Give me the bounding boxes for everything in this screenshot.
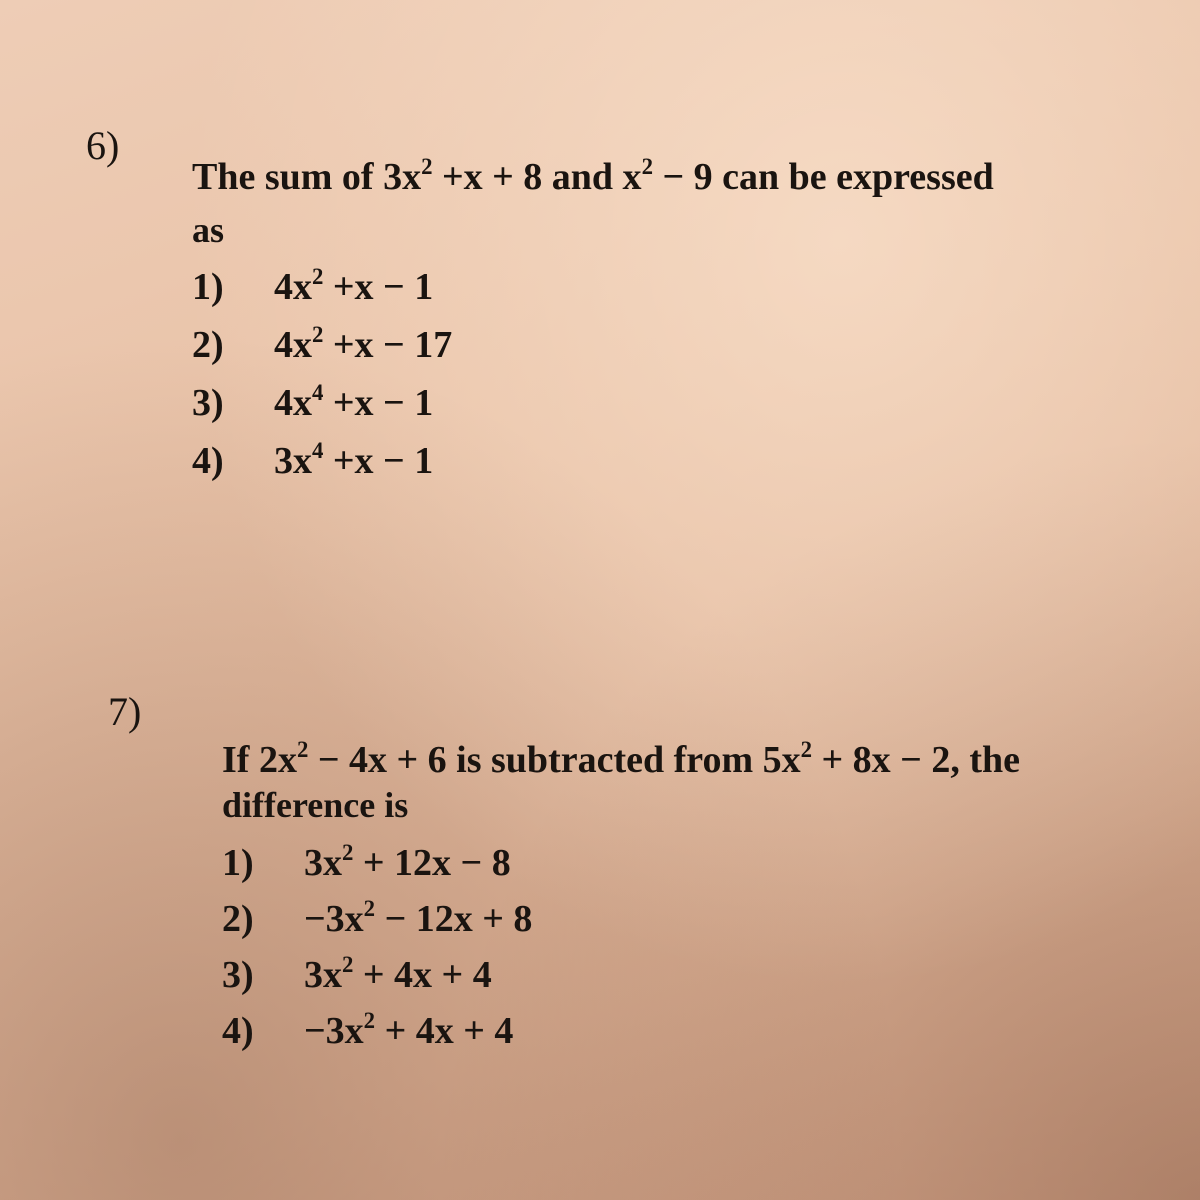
choice-exponent: 2 bbox=[342, 840, 354, 866]
choice-term: 3x bbox=[304, 954, 342, 996]
choice-exponent: 4 bbox=[312, 380, 324, 406]
question-6-choice-4[interactable] bbox=[192, 438, 434, 482]
choice-label: 2) bbox=[192, 324, 224, 366]
choice-label: 4) bbox=[222, 1010, 254, 1052]
question-7-stem-exponent: 2 bbox=[800, 737, 813, 763]
question-6-number: 6) bbox=[86, 123, 120, 168]
question-7-number: 7) bbox=[108, 689, 142, 734]
choice-exponent: 4 bbox=[312, 438, 324, 464]
choice-rest: − 12x + 8 bbox=[375, 898, 533, 940]
question-7-stem-part: − 4x + 6 is subtracted from 5x bbox=[308, 739, 801, 781]
choice-term: 3x bbox=[274, 440, 312, 482]
question-7-choice-2[interactable] bbox=[222, 896, 533, 940]
question-6-stem bbox=[192, 155, 994, 199]
choice-term: −3x bbox=[304, 1010, 364, 1052]
question-6-choice-2[interactable] bbox=[192, 322, 453, 366]
choice-term: 3x bbox=[304, 842, 342, 884]
choice-label: 3) bbox=[192, 382, 224, 424]
question-6-stem-continuation: as bbox=[192, 210, 225, 250]
choice-exponent: 2 bbox=[363, 1008, 376, 1034]
choice-rest: + 12x − 8 bbox=[353, 842, 511, 884]
question-6-stem-exponent: 2 bbox=[641, 154, 653, 180]
choice-rest: + 4x + 4 bbox=[375, 1010, 514, 1052]
question-7-stem-part: + 8x − 2, the bbox=[812, 739, 1020, 781]
question-6-stem-part: − 9 can be expressed bbox=[652, 156, 994, 198]
question-6-stem-part: The sum of 3x bbox=[192, 156, 422, 198]
choice-rest: + 4x + 4 bbox=[353, 954, 492, 996]
choice-exponent: 2 bbox=[312, 322, 324, 348]
choice-label: 3) bbox=[222, 954, 254, 996]
question-6-stem-exponent: 2 bbox=[421, 154, 433, 180]
choice-exponent: 2 bbox=[342, 952, 354, 978]
question-7-stem-part: If 2x bbox=[222, 739, 297, 781]
choice-rest: +x − 1 bbox=[323, 382, 434, 424]
choice-exponent: 2 bbox=[312, 264, 324, 290]
choice-label: 2) bbox=[222, 898, 254, 940]
choice-term: 4x bbox=[274, 266, 312, 308]
choice-label: 1) bbox=[222, 842, 254, 884]
question-7-stem-exponent: 2 bbox=[296, 737, 309, 763]
choice-term: 4x bbox=[274, 324, 312, 366]
choice-exponent: 2 bbox=[363, 896, 376, 922]
choice-label: 1) bbox=[192, 266, 224, 308]
question-7-stem-continuation: difference is bbox=[222, 785, 409, 825]
question-6-choice-3[interactable] bbox=[192, 380, 434, 424]
question-7-choice-4[interactable] bbox=[222, 1008, 514, 1052]
choice-rest: +x − 17 bbox=[323, 324, 453, 366]
choice-label: 4) bbox=[192, 440, 224, 482]
question-7-choice-1[interactable] bbox=[222, 840, 511, 884]
question-6-choice-1[interactable] bbox=[192, 264, 434, 308]
choice-term: −3x bbox=[304, 898, 364, 940]
question-7-stem bbox=[222, 738, 1020, 782]
question-6-stem-part: +x + 8 and x bbox=[432, 156, 642, 198]
choice-term: 4x bbox=[274, 382, 312, 424]
choice-rest: +x − 1 bbox=[323, 266, 434, 308]
choice-rest: +x − 1 bbox=[323, 440, 434, 482]
question-7-choice-3[interactable] bbox=[222, 952, 492, 996]
